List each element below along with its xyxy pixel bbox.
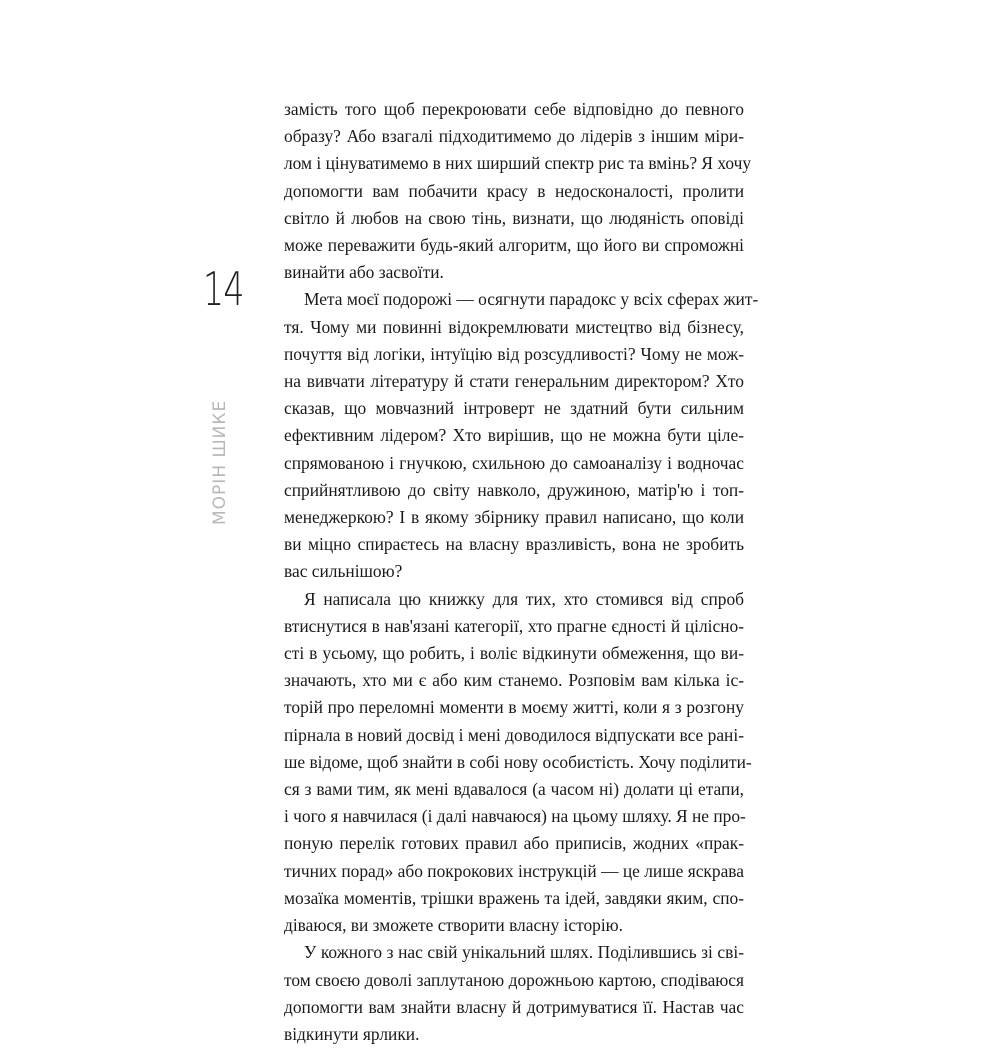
- text-line: сприйнятливою до світу навколо, дружиною, матір'ю і топ-: [284, 479, 744, 500]
- text-line: на вивчати літературу й стати генеральним директором? Хто: [284, 371, 744, 392]
- text-line: сті в усьому, що робить, і воліє відкинути обмеження, що ви-: [284, 643, 744, 664]
- text-line: спрямованою і гнучкою, схильною до самоаналізу і водночас: [284, 452, 744, 473]
- text-line: торій про переломні моменти в моєму житті, коли я з розгону: [284, 697, 744, 718]
- paragraph: [284, 939, 744, 1048]
- text-line: допомогти вам побачити красу в недосконалості, пролити: [284, 180, 744, 201]
- text-line: винайти або засвоїти.: [284, 262, 444, 283]
- paragraph: [284, 286, 759, 585]
- text-line: ше відоме, щоб знайти в собі нову особистість. Хочу поділити-: [284, 751, 752, 772]
- text-line: У кожного з нас свій унікальний шлях. Поділившись зі сві-: [304, 942, 744, 963]
- text-line: значають, хто ми є або ким станемо. Розповім вам кілька іс-: [284, 670, 744, 691]
- text-line: втиснутися в нав'язані категорії, хто прагне єдності й цілісно-: [284, 615, 744, 636]
- text-line: і чого я навчилася (і далі навчаюся) на цьому шляху. Я не про-: [284, 806, 746, 827]
- text-line: образу? Або взагалі підходитимемо до лідерів з іншим міри-: [284, 126, 744, 147]
- text-line: Мета моєї подорожі — осягнути парадокс у всіх сферах жит-: [304, 289, 759, 310]
- text-line: почуття від логіки, інтуїцію від розсудливості? Чому не мож-: [284, 343, 744, 364]
- paragraph: [284, 586, 752, 940]
- text-line: допомогти вам знайти власну й дотримуватися її. Настав час: [284, 996, 744, 1017]
- text-line: замість того щоб перекроювати себе відповідно до певного: [284, 99, 744, 119]
- page-number: 14: [203, 262, 244, 316]
- body-text: [284, 96, 759, 1048]
- text-line: ефективним лідером? Хто вирішив, що не можна бути ціле-: [284, 425, 744, 446]
- text-line: ся з вами тим, як мені вдавалося (а часом ні) долати ці етапи,: [284, 779, 744, 800]
- paragraph: [284, 96, 752, 286]
- running-header-author: МОРІН ШИКЕ: [210, 399, 230, 525]
- text-line: поную перелік готових правил або приписів, жодних «прак-: [284, 833, 744, 854]
- text-line: пірнала в новий досвід і мені доводилося відпускати все рані-: [284, 724, 744, 745]
- text-line: діваюся, ви зможете створити власну історію.: [284, 915, 624, 936]
- text-line: менеджеркою? І в якому збірнику правил написано, що коли: [284, 507, 744, 528]
- text-line: Я написала цю книжку для тих, хто стомився від спроб: [304, 588, 744, 609]
- text-line: ви міцно спираєтесь на власну вразливість, вона не зробить: [284, 534, 744, 555]
- text-line: світло й любов на свою тінь, визнати, що людяність оповіді: [284, 207, 744, 228]
- text-line: том своєю доволі заплутаною дорожньою картою, сподіваюся: [284, 969, 744, 990]
- text-line: відкинути ярлики.: [284, 1023, 420, 1044]
- text-line: вас сильнішою?: [284, 561, 403, 582]
- text-line: тичних порад» або покрокових інструкцій — це лише яскрава: [284, 860, 744, 881]
- text-line: сказав, що мовчазний інтроверт не здатний бути сильним: [284, 398, 744, 419]
- text-line: мозаїка моментів, трішки вражень та ідей, завдяки яким, спо-: [284, 887, 744, 908]
- text-line: може переважити будь-який алгоритм, що його ви спроможні: [284, 235, 744, 256]
- text-line: лом і цінуватимемо в них ширший спектр рис та вмінь? Я хочу: [284, 153, 752, 174]
- text-line: тя. Чому ми повинні відокремлювати мистецтво від бізнесу,: [284, 316, 744, 337]
